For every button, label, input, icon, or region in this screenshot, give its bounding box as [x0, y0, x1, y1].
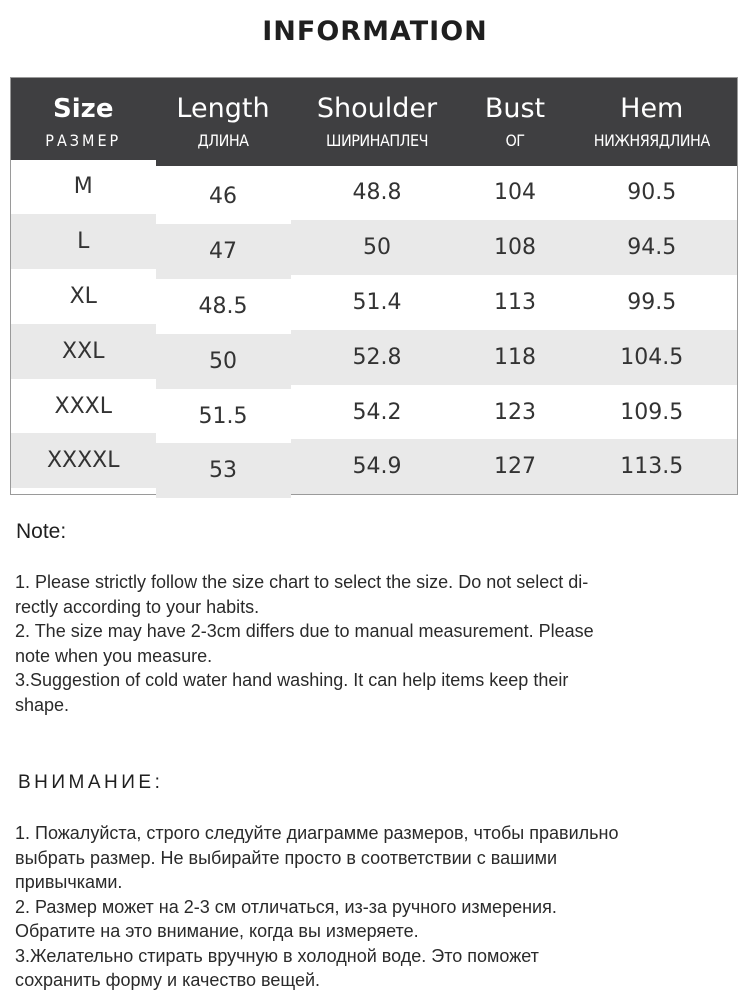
ru-note-line: сохранить форму и качество вещей.: [15, 970, 321, 990]
note-line: 2. The size may have 2-3cm differs due to manual measurement. Please: [15, 621, 594, 641]
ru-note-heading: ВНИМАНИЕ:: [18, 772, 164, 793]
bust-cell: 108: [464, 220, 567, 275]
hem-cell: 109.5: [567, 385, 738, 440]
hem-cell: 90.5: [567, 166, 738, 221]
ru-note-line: 1. Пожалуйста, строго следуйте диаграмме размеров, чтобы правильно: [15, 823, 619, 843]
ru-note-line: 2. Размер может на 2-3 см отличаться, из-за ручного измерения.: [15, 896, 557, 917]
bust-cell: 104: [464, 166, 567, 221]
table-row: [11, 275, 738, 330]
length-cell: 47: [156, 224, 291, 279]
size-cell: XXXL: [11, 379, 156, 434]
size-cell: XXL: [11, 324, 156, 379]
header-shoulder-ru: ШИРИНАПЛЕЧ: [326, 130, 428, 150]
table-row: [11, 330, 738, 385]
header-bust-ru: ОГ: [505, 130, 525, 150]
hem-cell: 94.5: [567, 220, 738, 275]
header-size-ru: РАЗМЕР: [45, 130, 122, 150]
page-title: INFORMATION: [262, 16, 488, 47]
ru-note-line: 3.Желательно стирать вручную в холодной воде. Это поможет: [15, 945, 539, 966]
size-cell: XL: [11, 269, 156, 324]
note-line: 3.Suggestion of cold water hand washing. It can help items keep their: [15, 670, 569, 690]
bust-cell: 127: [464, 439, 567, 494]
table-row: [11, 220, 738, 275]
shoulder-cell: 51.4: [291, 275, 464, 330]
size-cell: M: [11, 160, 156, 215]
ru-note-body: [15, 821, 740, 993]
bust-cell: 118: [464, 330, 567, 385]
header-shoulder: [291, 78, 464, 166]
shoulder-cell: 52.8: [291, 330, 464, 385]
bust-cell: 123: [464, 385, 567, 440]
table-header-row: [11, 78, 738, 166]
header-hem: [567, 78, 738, 166]
note-heading: Note:: [16, 520, 67, 543]
note-line: rectly according to your habits.: [15, 596, 260, 617]
ru-note-line: выбрать размер. Не выбирайте просто в соответствии с вашими: [15, 847, 558, 868]
header-bust-en: Bust: [484, 92, 546, 124]
header-length-en: Length: [176, 92, 270, 124]
ru-note-line: Обратите на это внимание, когда вы измеряете.: [15, 921, 419, 941]
note-line: note when you measure.: [15, 645, 213, 666]
header-size-en: Size: [53, 93, 114, 124]
length-cell: 51.5: [156, 389, 291, 444]
shoulder-cell: 48.8: [291, 166, 464, 221]
bust-cell: 113: [464, 275, 567, 330]
shoulder-cell: 54.9: [291, 439, 464, 494]
length-cell: 50: [156, 334, 291, 389]
header-length-ru: ДЛИНА: [197, 130, 249, 150]
note-line: 1. Please strictly follow the size chart to select the size. Do not select di-: [15, 572, 589, 592]
table-row: [11, 385, 738, 440]
size-chart-table: [10, 77, 738, 495]
header-shoulder-en: Shoulder: [316, 92, 438, 124]
header-hem-en: Hem: [620, 92, 684, 124]
size-cell: XXXXL: [11, 433, 156, 488]
shoulder-cell: 54.2: [291, 385, 464, 440]
note-line: shape.: [15, 694, 70, 715]
length-cell: 48.5: [156, 279, 291, 334]
hem-cell: 104.5: [567, 330, 738, 385]
table-row: [11, 166, 738, 221]
hem-cell: 113.5: [567, 439, 738, 494]
hem-cell: 99.5: [567, 275, 738, 330]
header-size: [11, 78, 156, 166]
length-cell: 46: [156, 170, 291, 225]
header-bust: [464, 78, 567, 166]
length-cell: 53: [156, 443, 291, 498]
header-hem-ru: НИЖНЯЯДЛИНА: [593, 130, 710, 150]
size-cell: L: [11, 214, 156, 269]
ru-note-line: привычками.: [15, 872, 123, 892]
header-length: [156, 78, 291, 166]
shoulder-cell: 50: [291, 220, 464, 275]
note-body: [15, 570, 735, 717]
table-row: [11, 439, 738, 494]
